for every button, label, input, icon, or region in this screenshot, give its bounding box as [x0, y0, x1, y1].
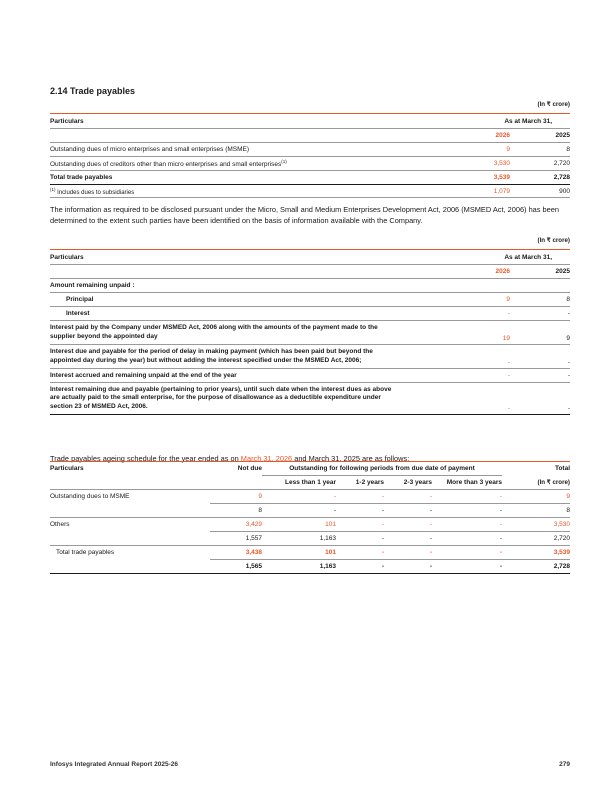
- table-row: Principal 9 8: [50, 293, 570, 307]
- table-row: Outstanding dues to MSME 9 - - - - 9: [50, 490, 570, 504]
- footer-report-title: Infosys Integrated Annual Report 2025-26: [50, 761, 178, 768]
- col-outstanding: Outstanding for following periods from due date of payment: [262, 462, 502, 476]
- unit-label: (In ₹ crore): [537, 237, 570, 244]
- table-row: 1,557 1,163 - - - 2,720: [50, 532, 570, 546]
- total-row: Total trade payables 3,438 101 - - - 3,539: [50, 546, 570, 560]
- table-row: Interest due and payable for the period of delay in making payment (which has been paid but beyond the appointed day during the year) but without adding the interest specified under the MSMED Act, 2006; - -: [50, 345, 570, 369]
- table-row: Interest remaining due and payable (pertaining to prior years), until such date when the interest dues as above are actually paid to the small enterprise, for the purpose of disallowance as a deductible expenditure under section 23 of MSMED Act, 2006. - -: [50, 383, 570, 415]
- total-row: Total trade payables 3,539 2,728: [50, 171, 570, 185]
- unit-label: (In ₹ crore): [537, 101, 570, 108]
- col-not-due: Not due: [210, 462, 262, 476]
- year-2025: 2025: [510, 129, 570, 143]
- section-title: 2.14 Trade payables: [50, 86, 136, 96]
- col-particulars: Particulars: [50, 114, 450, 129]
- col-2-3yr: 2-3 years: [384, 476, 432, 490]
- table-row: Outstanding dues of micro enterprises and small enterprises (MSME) 9 8: [50, 143, 570, 157]
- table-row: Interest - -: [50, 307, 570, 321]
- col-as-at: As at March 31,: [450, 114, 570, 129]
- col-particulars: Particulars: [50, 250, 450, 265]
- col-particulars: Particulars: [50, 462, 210, 476]
- table-row: Amount remaining unpaid :: [50, 279, 570, 293]
- page-number: 279: [559, 761, 570, 768]
- trade-payables-table: [50, 113, 570, 199]
- col-as-at: As at March 31,: [450, 250, 570, 265]
- table-row: Interest paid by the Company under MSMED Act, 2006 along with the amounts of the payment made to the supplier beyond the appointed day 19 9: [50, 321, 570, 345]
- year-2025: 2025: [510, 265, 570, 279]
- table-row: Outstanding dues of creditors other than micro enterprises and small enterprises$^{(1)}$ 3,530 2,720: [50, 157, 570, 171]
- table-row: 8 - - - - 8: [50, 504, 570, 518]
- ageing-table-body: [50, 461, 570, 574]
- col-total: Total: [502, 462, 570, 476]
- table-row: Others 3,429 101 - - - 3,530: [50, 518, 570, 532]
- year-2026: 2026: [450, 265, 510, 279]
- table-row: Interest accrued and remaining unpaid at the end of the year - -: [50, 369, 570, 383]
- msmed-table: [50, 249, 570, 415]
- total-row: 1,565 1,163 - - - 2,728: [50, 560, 570, 574]
- msmed-paragraph: The information as required to be disclosed pursuant under the Micro, Small and Medium Enterprises Development Act, 2006 (MSMED Act, 2006) has been determined to the extent such parties have been identified on the basis of information available with the Company.: [50, 205, 559, 225]
- col-gt-3yr: More than 3 years: [432, 476, 502, 490]
- note-row: $^{(1)}$ Includes dues to subsidiaries 1,079 900: [50, 186, 570, 196]
- ageing-paragraph: Trade payables ageing schedule for the year ended as on March 31, 2026 and March 31, 2025 are as follows:: [50, 454, 410, 463]
- col-1-2yr: 1-2 years: [336, 476, 384, 490]
- unit-label: (In ₹ crore): [537, 479, 570, 486]
- col-lt-1yr: Less than 1 year: [262, 476, 336, 490]
- year-2026: 2026: [450, 129, 510, 143]
